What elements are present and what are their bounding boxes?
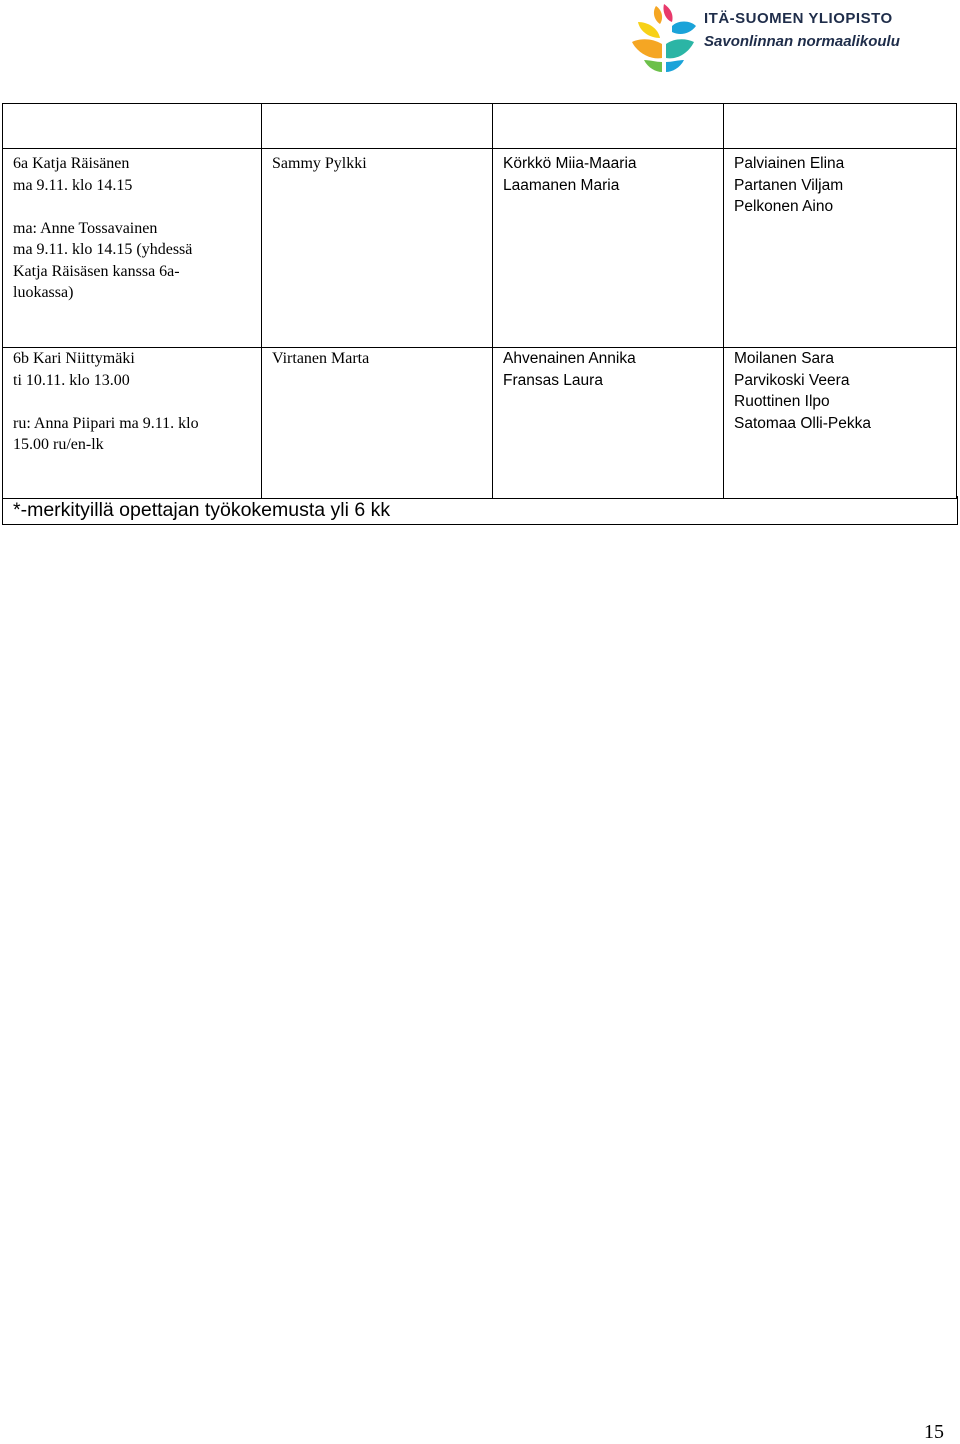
spacer: [13, 196, 251, 218]
class-info-cell: [3, 149, 262, 348]
subject-time: ma 9.11. klo 14.15 (yhdessä: [13, 241, 193, 258]
book-flower-logo-icon: [628, 2, 700, 76]
university-name: ITÄ-SUOMEN YLIOPISTO: [704, 10, 893, 27]
student-name: Ruottinen Ilpo: [734, 393, 830, 410]
student-cell: [262, 348, 493, 499]
subject-note-end: luokassa): [13, 284, 74, 301]
student-name: Partanen Viljam: [734, 176, 844, 194]
student-cell: [493, 149, 724, 348]
student-name: Sammy Pylkki: [272, 155, 367, 172]
subject-teacher: ru: Anna Piipari ma 9.11. klo: [13, 414, 199, 432]
footnote-box: [2, 496, 958, 525]
table-header-cell: [262, 104, 493, 149]
footnote-text: *-merkityillä opettajan työkokemusta yli 6 kk: [13, 499, 391, 521]
table-row: [3, 348, 957, 499]
table-header-row: [3, 104, 957, 149]
student-cell: [724, 348, 957, 499]
page-number: 15: [924, 1421, 944, 1443]
subject-teacher: ma: Anne Tossavainen: [13, 219, 158, 237]
table-header-cell: [724, 104, 957, 149]
student-name: Satomaa Olli-Pekka: [734, 414, 871, 432]
student-cell: [493, 348, 724, 499]
student-name: Moilanen Sara: [734, 350, 834, 367]
class-info-cell: [3, 348, 262, 499]
student-name: Virtanen Marta: [272, 350, 370, 367]
class-teacher: 6b Kari Niittymäki: [13, 350, 135, 367]
table-header-cell: [493, 104, 724, 149]
subject-time: 15.00 ru/en-lk: [13, 436, 104, 453]
student-name: Parvikoski Veera: [734, 371, 850, 389]
student-cell: [262, 149, 493, 348]
class-teacher: 6a Katja Räisänen: [13, 155, 130, 172]
student-name: Ahvenainen Annika: [503, 350, 636, 367]
subject-note: Katja Räisäsen kanssa 6a-: [13, 262, 180, 280]
school-name: Savonlinnan normaalikoulu: [704, 33, 900, 50]
student-name: Fransas Laura: [503, 371, 603, 389]
student-name: Palviainen Elina: [734, 155, 845, 172]
class-time: ma 9.11. klo 14.15: [13, 176, 133, 194]
spacer: [13, 391, 251, 413]
class-time: ti 10.11. klo 13.00: [13, 371, 130, 389]
student-cell: [724, 149, 957, 348]
schedule-table: [2, 103, 957, 499]
table-header-cell: [3, 104, 262, 149]
student-name: Pelkonen Aino: [734, 198, 834, 215]
student-name: Laamanen Maria: [503, 176, 620, 194]
student-name: Körkkö Miia-Maaria: [503, 155, 637, 172]
table-row: [3, 149, 957, 348]
university-logo: [624, 0, 944, 78]
